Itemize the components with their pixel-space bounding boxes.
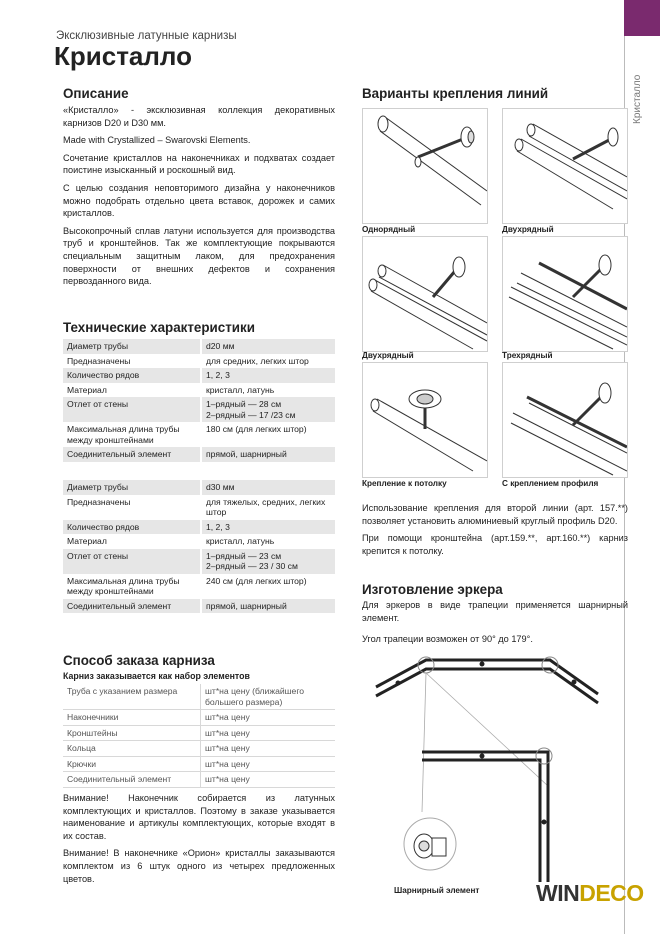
table-cell-label: Количество рядов [63,520,201,535]
table-cell-label: Максимальная длина трубы между кронштейнами [63,574,201,599]
order-row [63,684,335,710]
description-paragraph: Made with Crystallized – Swarovski Elements. [63,135,251,146]
table-cell-value: 240 см (для легких штор) [206,575,307,586]
caption-double-row: Двухрядный [502,225,554,234]
table-cell-label: Материал [63,383,201,398]
spec-row [63,495,335,520]
spec-row [63,549,335,574]
description-heading: Описание [63,86,129,101]
table-cell-value: d30 мм [201,480,335,495]
photo-profile-mount [502,362,628,478]
bay-paragraph: Для эркеров в виде трапеции применяется шарнирный элемент. [362,600,628,623]
table-cell-value: 180 см (для легких штор) [206,424,307,434]
bay-text [362,599,628,651]
table-cell-value: 1–рядный — 28 см 2–рядный — 17 /23 см [201,397,335,422]
spec-row [63,447,335,462]
table-cell-label: Соединительный элемент [63,772,201,788]
table-cell-value: шт*на цену [201,772,336,788]
table-cell-value: для тяжелых, средних, легких штор [206,496,326,517]
table-cell-value: прямой, шарнирный [201,447,335,462]
table-cell-value: кристалл, латунь [206,384,275,395]
order-row [63,725,335,741]
bay-diagram [362,652,628,892]
table-cell-value: 1–рядный — 23 см 2–рядный — 23 / 30 см [201,549,335,574]
order-note: Внимание! Наконечник собирается из латунных комплектующих и кристаллов. Поэтому в заказе указывается наименование и артикулы комплектующих, которые входят в их состав. [63,793,335,841]
spec-row [63,422,335,447]
caption-double-row-2: Двухрядный [362,351,414,360]
table-cell-label: Труба с указанием размера [63,684,201,710]
cornice-double-row-illustration [503,109,627,223]
table-cell-label: Материал [63,534,201,549]
table-cell-label: Количество рядов [63,368,201,383]
spec-row [63,574,335,599]
table-cell-label: Соединительный элемент [63,447,201,462]
table-cell-value: шт*на цену [201,741,336,757]
table-cell-value: шт*на цену [201,725,336,741]
description-paragraph: Высокопрочный сплав латуни используется для производства труб и кронштейнов. Так же комплектующие покрываются специальным защитным лаком, для предохранения поверхности от внешних дефектов и сохранения первозданного вида. [63,225,335,287]
page-title: Кристалло [54,41,192,71]
spec-row [63,520,335,535]
specs-heading: Технические характеристики [63,320,255,335]
side-tab-label: Кристалло [632,74,643,124]
spec-row [63,480,335,495]
order-row [63,756,335,772]
order-notes [63,792,335,890]
table-cell-label: Крючки [63,756,201,772]
table-cell-label: Соединительный элемент [63,599,201,614]
mounting-heading: Варианты крепления линий [362,86,549,101]
spec-row [63,383,335,398]
description-paragraph: С целью создания неповторимого дизайна у наконечников можно подобрать отдельно цвета вставок, дорожек и самих кристаллов. [63,182,335,219]
accent-block [624,0,660,36]
order-subheading: Карниз заказывается как набор элементов [63,671,250,681]
table-cell-label: Предназначены [63,495,201,520]
bay-window-diagram [362,652,628,892]
cornice-single-row-illustration [363,109,487,223]
spec-row [63,599,335,614]
specs-table-d30 [63,480,335,613]
mounting-paragraph: При помощи кронштейна (арт.159.**, арт.160.**) карниз крепится к потолку. [362,533,628,556]
order-row [63,772,335,788]
cornice-ceiling-mount-illustration [363,363,487,477]
table-cell-label: Диаметр трубы [63,339,201,354]
table-cell-label: Кронштейны [63,725,201,741]
specs-table-d20 [63,339,335,462]
cornice-double-row-2-illustration [363,237,487,351]
caption-triple-row: Трехрядный [502,351,553,360]
table-cell-label: Наконечники [63,710,201,726]
spec-row [63,534,335,549]
page-subtitle: Эксклюзивные латунные карнизы [56,30,237,42]
order-row [63,741,335,757]
table-cell-value: кристалл, латунь [206,536,275,546]
cornice-triple-row-illustration [503,237,627,351]
description-text [63,104,335,293]
cornice-profile-mount-illustration [503,363,627,477]
photo-single-row [362,108,488,224]
table-cell-value: 1, 2, 3 [201,368,335,383]
order-heading: Способ заказа карниза [63,653,215,668]
mounting-paragraph: Использование крепления для второй линии (арт. 157.**) позволяет установить алюминиевый круглый профиль D20. [362,503,628,526]
table-cell-label: Предназначены [63,354,201,369]
table-cell-value: шт*на цену [201,710,336,726]
table-cell-value: прямой, шарнирный [201,599,335,614]
photo-ceiling-mount [362,362,488,478]
windeco-logo [536,880,644,907]
table-cell-value: шт*на цену [201,756,336,772]
description-paragraph: «Кристалло» - эксклюзивная коллекция декоративных карнизов D20 и D30 мм. [63,105,335,128]
photo-triple-row [502,236,628,352]
bay-heading: Изготовление эркера [362,582,503,597]
order-table [63,684,335,788]
order-note: Внимание! В наконечнике «Орион» кристаллы заказываются комплектом из 6 штук одного из четырех предложенных цветов. [63,848,335,884]
table-cell-value: для средних, легких штор [206,355,309,366]
table-cell-label: Отлет от стены [63,397,201,422]
photo-double-row-2 [362,236,488,352]
spec-row [63,397,335,422]
side-tab [624,0,660,934]
mounting-text [362,502,628,562]
spec-row [63,354,335,369]
logo-part-win: WIN [536,880,580,906]
table-cell-label: Отлет от стены [63,549,201,574]
bay-paragraph: Угол трапеции возможен от 90° до 179°. [362,634,533,645]
caption-ceiling-mount: Крепление к потолку [362,479,447,488]
order-row [63,710,335,726]
table-cell-value: d20 мм [201,339,335,354]
photo-double-row [502,108,628,224]
table-cell-label: Максимальная длина трубы между кронштейнами [63,422,201,447]
description-paragraph: Сочетание кристаллов на наконечниках и подхватах создает поистине изысканный и роскошный вид. [63,152,335,176]
table-cell-value: 1, 2, 3 [201,520,335,535]
table-cell-label: Диаметр трубы [63,480,201,495]
bay-caption: Шарнирный элемент [394,886,480,895]
spec-row [63,339,335,354]
caption-profile-mount: С креплением профиля [502,479,599,488]
table-cell-label: Кольца [63,741,201,757]
table-cell-value: шт*на цену (ближайшего большего размера) [201,684,336,710]
logo-part-deco: DECO [579,880,644,906]
caption-single-row: Однорядный [362,225,416,234]
spec-row [63,368,335,383]
